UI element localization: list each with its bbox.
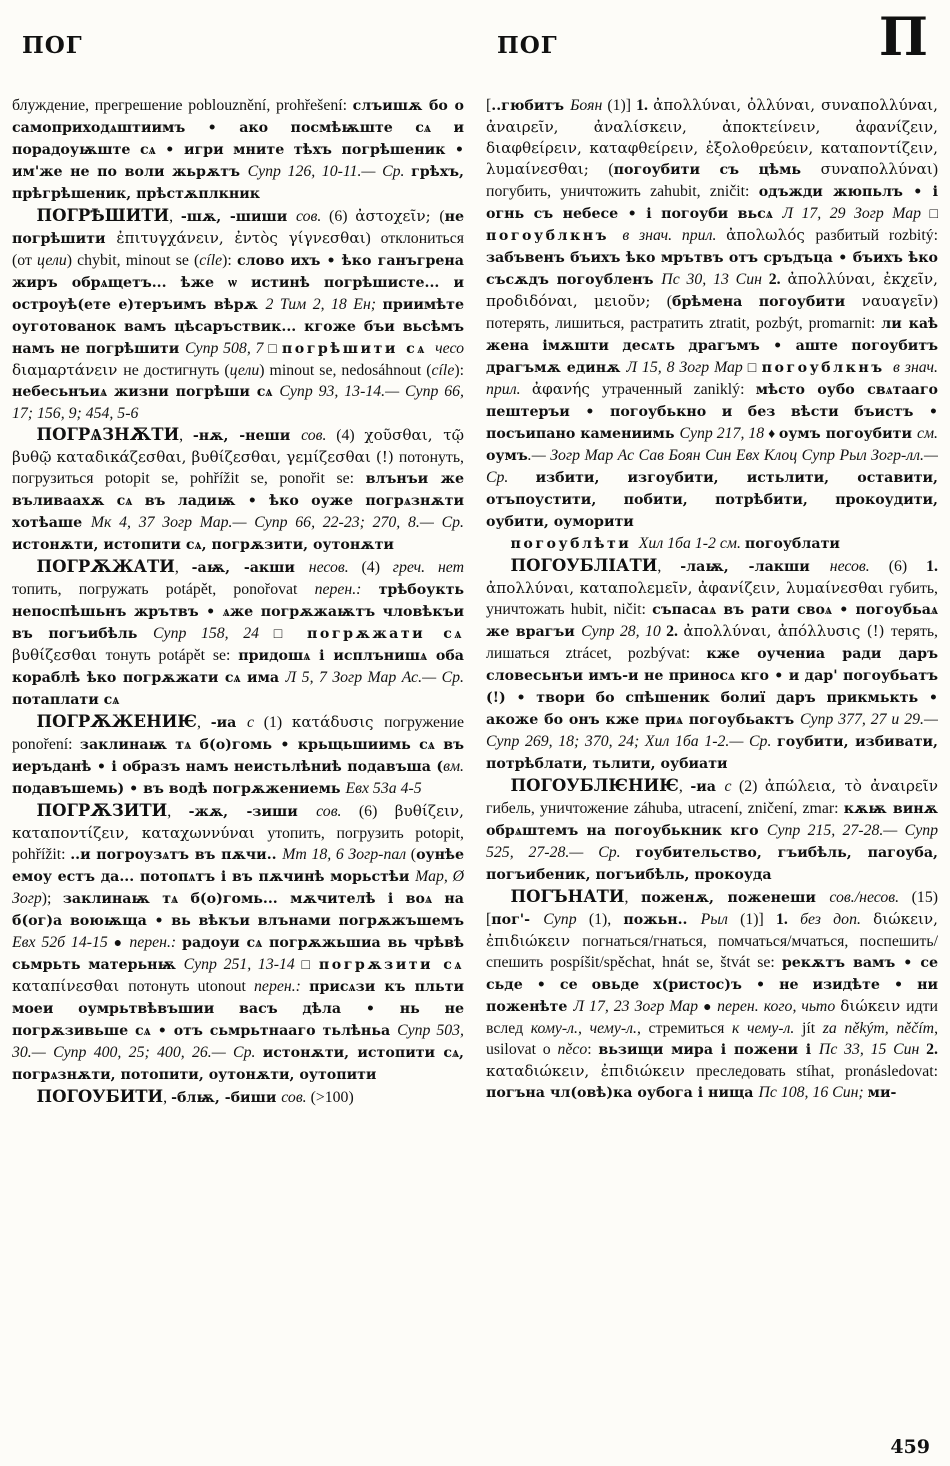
text-run-cs: погоубити съ цѣмь	[613, 162, 821, 178]
text-run-it: Евх 52б 14-15	[12, 934, 114, 951]
text-run-it: см.	[916, 425, 938, 442]
text-run-tx: погнаться/гнаться, помчаться/мчаться, поспешить/спешить pospíšit/spěchat, hnát se, štvát se:	[486, 933, 938, 971]
entry-paragraph	[486, 95, 938, 533]
text-run-tx: ,	[678, 778, 691, 795]
text-run-it: в знач. прил.	[622, 227, 727, 244]
text-run-gr: συναπολλύναι	[820, 160, 933, 178]
text-run-it: перен.:	[129, 934, 183, 951]
text-run-tx: :	[587, 1041, 599, 1058]
text-run-cs: съпасаѧ въ рати своѧ • погоубьаѧ же врагъи	[486, 602, 938, 640]
text-run-cs: оумъ погоубити	[778, 426, 917, 442]
text-run-tx: гибель, уничтожение záhuba, utracení, zničení, zmar:	[486, 800, 844, 817]
text-run-sym: ●	[113, 936, 130, 951]
text-run-csx: погрѫжати сѧ	[307, 626, 464, 642]
text-run-tx: губить, уничтожать hubit, ničit:	[486, 580, 938, 618]
text-run-cs: пог'-	[491, 912, 544, 928]
text-run-it: Мар, Ø Зогр	[12, 868, 464, 907]
text-run-it: перен.:	[254, 978, 310, 995]
text-run-tx: ,	[174, 559, 192, 576]
text-run-it: Л 17, 23 Зогр Мар	[573, 998, 704, 1015]
text-run-tx: ):	[222, 252, 237, 269]
text-run-cs: истонѫти, истопити сѧ, погрѧзнѫти, потопити, оутонѫти, оутопити	[12, 1045, 464, 1083]
text-run-cs: -шѫ, -шиши	[180, 209, 297, 225]
text-run-tx: (15) [	[486, 889, 938, 928]
text-run-it: Боян	[570, 97, 603, 114]
text-run-gr: ναυαγεῖν	[861, 292, 933, 310]
text-run-gr: βυθίζειν, καταποντίζειν, καταχωννύναι	[12, 802, 464, 842]
text-run-tx: (6)	[321, 208, 356, 225]
text-run-tx: (6)	[869, 558, 927, 575]
text-run-sym: ♦	[768, 427, 779, 442]
text-run-tx: не достигнуть (	[123, 362, 230, 379]
entry-paragraph	[12, 424, 464, 556]
text-run-tx: (4)	[326, 427, 365, 444]
column-right	[486, 95, 938, 1431]
text-run-cs: -иа	[210, 715, 248, 731]
text-run-it: Мк 4, 37 Зогр Мар.— Супр 66, 22-23; 270, 8.— Ср.	[90, 514, 464, 531]
text-run-it: кому-л., чему-л.	[530, 1020, 637, 1037]
text-run-tx: ,	[197, 714, 211, 731]
text-run-sym: ●	[703, 1000, 718, 1015]
text-run-cs: грѣхъ, прѣгрѣшеник, прѣстѫплкник	[12, 164, 464, 202]
text-run-cs: заклинаѭ тѧ б(о)гомь... мѫчителѣ і воѧ на б(ог)а воюѭща • вь вѣкъи влънами погрѫжъшемъ	[12, 891, 464, 929]
text-run-tx: );	[41, 890, 63, 907]
text-run-tx: (>100)	[306, 1089, 354, 1106]
text-run-hw: ПОГРѪЖЕНИѤ	[36, 712, 198, 731]
text-run-gr: καταδιώκειν, ἐπιδιώκειν	[486, 1062, 697, 1080]
text-run-cs: одъжди жюпьлъ • і огнь съ небесе • і погоуби вьсѧ	[486, 184, 938, 222]
text-run-tx: ) отклониться (от	[12, 230, 464, 269]
text-run-it: .— Зогр Мар Ас Сав Боян Син Евх Клоц Супр Рыл Зогр-лл.— Ср.	[486, 447, 938, 486]
entry-paragraph	[486, 886, 938, 1104]
text-run-tx: (1),	[576, 911, 624, 928]
text-run-cs: не погрѣшити	[12, 209, 464, 247]
running-header	[0, 7, 950, 88]
text-run-cs: погъна чл(овѣ)ка оубога і нища	[486, 1085, 759, 1101]
text-run-cs: радоуи сѧ погрѫжьшиа вь чрѣвѣ сьмрьть матерьнѭ	[12, 935, 464, 973]
text-run-csx: погоублкнъ	[486, 228, 623, 244]
text-run-tx: (1)]	[727, 911, 776, 928]
text-run-cs: подавъшемь) • въ водѣ погрѫжениемь	[12, 781, 346, 797]
text-run-csx: погоублкнъ	[761, 360, 894, 376]
text-run-it: Хил 1ба 1-2 см.	[638, 535, 745, 552]
text-run-itl: za někým, něčím	[822, 1020, 935, 1037]
text-run-gr: διώκειν, ἐπιδιώκειν	[486, 910, 938, 950]
text-run-cs: -блѭ, -биши	[171, 1090, 282, 1106]
text-run-gr: χοῦσθαι, τῷ βυθῷ καταδικάζεσθαι, βυθίζεσθαι, γεμίζεσθαι (!)	[12, 426, 464, 466]
text-run-cs: гоубити, избивати, потрѣблати, тьлити, оубиати	[486, 734, 938, 772]
text-run-cs: кже оучениа ради даръ словесьнъи имъ-и не приносѧ кго • и дар' погоубьатъ (!) • твори бо спѣшеник болиї даръ прикмькть • акоже бо онъ кже приѧ погоубьактъ	[486, 646, 938, 728]
text-run-it: чесо	[435, 340, 464, 357]
text-run-cs: присѧзи къ пльти моеи оумрьтвѣвъшии васъ дѣла • нь не погрѫзивьше сѧ • отъ сьмрьтнааго тьлѣньа	[12, 979, 464, 1039]
text-run-it: без доп.	[800, 911, 874, 928]
text-run-it: Супр	[543, 911, 577, 928]
text-run-it: сов./несов.	[829, 889, 900, 906]
text-run-tx: jít	[801, 1020, 823, 1037]
text-run-cs: ..гюбитъ	[491, 98, 571, 114]
text-run-tx: (	[410, 846, 417, 863]
text-run-cs: оунѣе емоу естъ да... потопѧтъ і въ пѫчинѣ морьстѣи	[12, 847, 464, 885]
text-run-it: Л 5, 7 Зогр Мар Ас.— Ср.	[285, 669, 464, 686]
text-run-it: Супр 158, 24	[153, 625, 274, 642]
text-run-gr: καταπίνεσθαι	[12, 977, 129, 995]
entry-paragraph	[486, 775, 938, 886]
text-run-it: перен.:	[314, 581, 379, 598]
text-run-csx: погоублѣти	[510, 536, 639, 552]
text-run-cs: -жѫ, -зиши	[188, 804, 317, 820]
entry-paragraph	[12, 556, 464, 711]
text-run-it: Пс 30, 13 Син	[661, 271, 769, 288]
text-run-it: Л 15, 8 Зогр Мар	[626, 359, 748, 376]
text-run-it: цели	[229, 362, 260, 379]
text-run-cs: погоублати	[744, 536, 840, 552]
text-run-gr: ἀπολλύναι, καταπολεμεῖν, ἀφανίζειν, λυμαίνεσθαι	[486, 579, 890, 597]
text-run-tx: ):	[454, 362, 464, 379]
text-run-cs: мѣсто оубо свѧтааго пештеръи • погоубькно и без вѣсти бъистъ • посъипано камениимь	[486, 382, 938, 442]
text-run-cs: -нѫ, -неши	[192, 428, 302, 444]
text-run-cs: потаплати сѧ	[12, 692, 120, 708]
text-run-it: сов.	[296, 208, 322, 225]
text-run-it: Супр 28, 10	[581, 623, 667, 640]
text-run-it: Рыл	[700, 911, 728, 928]
text-run-cs: -иа	[690, 779, 725, 795]
text-run-tx: ) погубить, уничтожить zahubit, zničit:	[486, 161, 938, 200]
text-run-it: Супр 126, 10-11.— Ср.	[247, 163, 412, 180]
text-run-cs: вьзищи мира і пожени і	[598, 1042, 819, 1058]
text-run-it: греч. нет	[392, 559, 464, 576]
text-run-b: 2.	[926, 1041, 938, 1058]
text-run-it: в знач. прил.	[486, 359, 938, 398]
text-run-itl: něco	[557, 1041, 588, 1058]
text-run-tx: тонуть potápět se:	[105, 647, 239, 664]
text-run-it: с	[724, 778, 732, 795]
guide-word-left: ПОГ	[22, 32, 83, 59]
text-run-cs: придошѧ і исплънишѧ оба кораблѣ ѣко погрѫжати сѧ има	[12, 648, 464, 686]
text-run-tx: ,	[179, 427, 193, 444]
text-run-it: Пс 33, 15 Син	[818, 1041, 927, 1058]
text-run-tx: ,	[624, 889, 642, 906]
text-run-it: несов.	[829, 558, 870, 575]
text-run-tx: потонуть utonout	[128, 978, 255, 995]
text-run-tx: топить, погружать potápět, ponořovat	[12, 581, 315, 598]
text-run-cs: ми-	[867, 1085, 897, 1101]
column-left	[12, 95, 464, 1431]
text-run-cs: влънъи же въливаахѫ сѧ въ ладиѭ • ѣко оуже погрѧзнѫти хотѣаше	[12, 471, 464, 531]
text-run-cs: истонѫти, истопити сѧ, погрѫзити, оутонѫти	[12, 537, 394, 553]
entry-paragraph	[12, 711, 464, 800]
text-run-it: Супр 93, 13-14.— Супр 66, 17; 156, 9; 454, 5-6	[12, 383, 464, 422]
entry-paragraph	[12, 95, 464, 205]
text-run-cs: оумъ	[486, 448, 528, 464]
text-run-it: Супр 503, 30.— Супр 400, 25; 400, 26.— Ср.	[12, 1022, 464, 1061]
text-run-tx: преследовать stíhat, pronásledovat:	[696, 1063, 938, 1080]
text-run-tx: идти вслед	[486, 998, 938, 1037]
text-run-gr: ἀφανής	[531, 380, 603, 398]
text-run-cs: избити, изгоубити, истьлити, оставити, отъпоустити, побити, потрѣбити, прокоудити, оубити, оуморити	[486, 470, 938, 530]
text-run-hw: ПОГРѪЖАТИ	[36, 557, 175, 576]
text-run-tx: (	[439, 208, 445, 225]
text-run-b: 2.	[666, 623, 684, 640]
text-run-tx: ) minout se, nedosáhnout (	[259, 362, 432, 379]
text-run-cs: слъишѫ бо о самоприходѧштиимъ • ако посмѣѭште сѧ и порадоуѭште сѧ • игри мните тѣхъ погрѣшеник • им'же не по воли жьрѫтъ	[12, 98, 464, 180]
text-run-hw: ПОГРѢШИТИ	[36, 206, 170, 225]
text-run-cs: приимѣте оуготованок вамъ цѣсаръствик... кгоже бъи вьсѣмъ намъ не погрѣшити	[12, 297, 464, 357]
text-run-gr: ἐπιτυγχάνειν, ἐντὸς γίγνεσθαι	[116, 229, 366, 247]
text-run-cs: небесьнъиѧ жизни погрѣши сѧ	[12, 384, 280, 400]
text-run-it: с	[247, 714, 255, 731]
text-run-tx: утопить, погрузить potopit, pohřížit:	[12, 825, 464, 863]
text-run-cs: рекѫтъ вамъ • се сьде • се овьде х(ристос)ъ • не изидѣте • ни поженѣте	[486, 955, 938, 1015]
text-run-tx: (1)]	[602, 97, 637, 114]
text-run-it: Пс 108, 16 Син;	[758, 1084, 868, 1101]
text-run-tx: (6)	[341, 803, 395, 820]
text-run-cs: кѫѭ винѫ обрѧштемъ на погоубькник кго	[486, 801, 938, 839]
text-run-tx: ,	[167, 803, 189, 820]
text-run-cs: трѣбоукть непоспѣшьнъ жрътвъ • ѧже погрѫжаѭтъ чловѣкъи въ погъибѣль	[12, 582, 464, 642]
text-run-it: Супр 217, 18	[679, 425, 769, 442]
text-run-it: сов.	[281, 1089, 307, 1106]
text-run-tx: poblouznění, prohřešení:	[188, 97, 353, 114]
text-run-it: сов.	[301, 427, 327, 444]
text-run-cs: ..и погроузѧтъ въ пѫчи..	[70, 847, 283, 863]
guide-word-center: ПОГ	[497, 32, 558, 59]
text-run-tx: (	[666, 293, 673, 310]
text-run-gr: κατάδυσις	[291, 713, 385, 731]
text-run-tx: погружение ponoření:	[12, 714, 464, 753]
text-run-b: 1.	[776, 911, 801, 928]
text-run-gr: διαμαρτάνειν	[12, 361, 124, 379]
text-run-itl: cíle	[431, 362, 455, 379]
text-run-cs: -аѭ, -акши	[191, 560, 309, 576]
text-run-tx: ,	[163, 1089, 172, 1106]
text-run-b: 2.	[768, 271, 788, 288]
text-run-tx: разбитый rozbitý:	[815, 227, 938, 244]
text-run-it: к чему-л.	[731, 1020, 802, 1037]
text-run-tx: ) chybit, minout se (	[66, 252, 200, 269]
text-run-tx: (2)	[731, 778, 765, 795]
text-run-it: Супр 251, 13-14	[183, 956, 302, 973]
section-letter: П	[878, 7, 928, 68]
text-run-hw: ПОГРѪЗИТИ	[36, 801, 168, 820]
text-run-hw: ПОГОУБЛѤНИѤ	[510, 776, 679, 795]
text-run-cs: ли каѣ жена імѫшти десѧть драгъмъ • аште погоубитъ драгъмѫ единѫ	[486, 316, 938, 376]
text-run-gr: ἀπολλύναι, ἐκχεῖν, προδιδόναι, μειοῦν;	[486, 270, 938, 310]
text-run-cs: пожьн..	[623, 912, 701, 928]
text-run-cs: гоубительство, гъибѣль, пагоуба, погъибеник, погъибѣль, прокоуда	[486, 845, 938, 883]
text-run-b: 1.	[926, 558, 938, 575]
text-run-it: цели	[37, 252, 67, 269]
text-run-csx: погрѫзити сѧ	[318, 957, 464, 973]
text-run-it: 2 Тим 2, 18 Ен;	[265, 296, 383, 313]
text-run-tx: (	[608, 161, 614, 178]
text-run-it: Л 17, 29 Зогр Мар	[782, 205, 930, 222]
text-run-gr: ἀστοχεῖν;	[355, 207, 440, 225]
text-run-hw: ПОГОУБЛІАТИ	[510, 556, 658, 575]
text-run-tx: (4)	[348, 559, 393, 576]
text-run-gr: ἀπολωλός	[726, 226, 816, 244]
entry-paragraph	[12, 205, 464, 424]
text-run-tx: блуждение, прегрешение	[12, 97, 189, 114]
text-run-csx: погрѣшити сѧ	[281, 341, 436, 357]
text-run-tx: , стремиться	[636, 1020, 732, 1037]
text-run-cs: поженѫ, поженеши	[641, 890, 830, 906]
text-run-it: Мт 18, 6 Зогр-пал	[282, 846, 411, 863]
text-run-tx: [	[486, 97, 492, 114]
text-run-cs: слово ихъ • ѣко ганъгрена жиръ обрѧщетъ... ѣже ѡ истинѣ погрѣшисте... и остроуѣ(ете е)теръимъ вѣрѫ	[12, 253, 464, 313]
text-run-gr: διώκειν	[840, 997, 907, 1015]
text-run-sym: □	[747, 361, 762, 376]
entry-paragraph	[12, 800, 464, 1086]
text-run-tx: ,	[657, 558, 681, 575]
text-run-cs: забъвенъ бъихъ ѣко мрътвъ отъ сръдъца • бъихъ ѣко съсѫдъ погоубленъ	[486, 250, 938, 288]
text-run-gr: βυθίζεσθαι	[12, 646, 106, 664]
text-run-it: вм.	[443, 758, 464, 775]
entry-paragraph	[486, 555, 938, 775]
text-run-tx: терять, лишаться ztrácet, pozbývat:	[486, 623, 938, 662]
text-run-sym: □	[929, 207, 938, 222]
text-run-itl: cíle	[199, 252, 223, 269]
text-run-it: Супр 215, 27-28.— Супр 525, 27-28.— Ср.	[486, 822, 938, 861]
text-run-tx: ) потерять, лишиться, растратить ztratit, pozbýt, promarnit:	[486, 293, 938, 332]
text-run-cs: -лаѭ, -лакши	[680, 559, 830, 575]
text-run-hw: ПОГЪНАТИ	[510, 887, 625, 906]
text-run-it: сов.	[316, 803, 342, 820]
text-run-tx: потонуть, погрузиться potopit se, pohřížit se, ponořit se:	[12, 449, 464, 487]
text-run-tx: утраченный zaniklý:	[602, 381, 756, 398]
text-run-tx: (1)	[254, 714, 292, 731]
text-run-sym: □	[273, 627, 308, 642]
page-number: 459	[890, 1436, 930, 1458]
text-run-sym: □	[268, 342, 282, 357]
text-run-tx: ,	[169, 208, 181, 225]
text-run-b: 1.	[636, 97, 654, 114]
text-run-hw: ПОГРѦЗНѪТИ	[36, 425, 180, 444]
text-run-gr: ἀπολλύναι, ἀπόλλυσις (!)	[683, 622, 891, 640]
text-run-gr: ἀπολλύναι, ὀλλύναι, συναπολλύναι, ἀναιρεῖν, ἀναλίσκειν, ἀποκτείνειν, ἀφανίζειν, διαφθείρειν, καταφθείρειν, ἐξολοθρεύειν, καταποντίζειν, λυμαίνεσθαι;	[486, 96, 938, 178]
text-run-it: Супр 508, 7	[185, 340, 269, 357]
text-run-cs: заклинаѭ тѧ б(о)гомь • крьщьшиимь сѧ въ иеръданѣ • і образъ намъ неистьлѣниѣ подавъша (	[12, 737, 464, 775]
text-run-it: Супр 377, 27 и 29.— Супр 269, 18; 370, 24; Хил 1ба 1-2.— Ср.	[486, 711, 938, 750]
entry-paragraph	[486, 533, 938, 555]
text-run-it: перен. кого, чьто	[717, 998, 841, 1015]
text-run-hw: ПОГОУБИТИ	[36, 1087, 164, 1106]
text-run-it: несов.	[308, 559, 349, 576]
text-run-it: Евх 53а 4-5	[345, 780, 422, 797]
text-run-tx: , usilovat o	[486, 1020, 938, 1058]
entry-paragraph	[12, 1086, 464, 1109]
text-run-cs: брѣмена погоубити	[672, 294, 862, 310]
text-run-gr: ἀπώλεια, τὸ ἀναιρεῖν	[764, 777, 938, 795]
text-run-sym: □	[301, 958, 319, 973]
